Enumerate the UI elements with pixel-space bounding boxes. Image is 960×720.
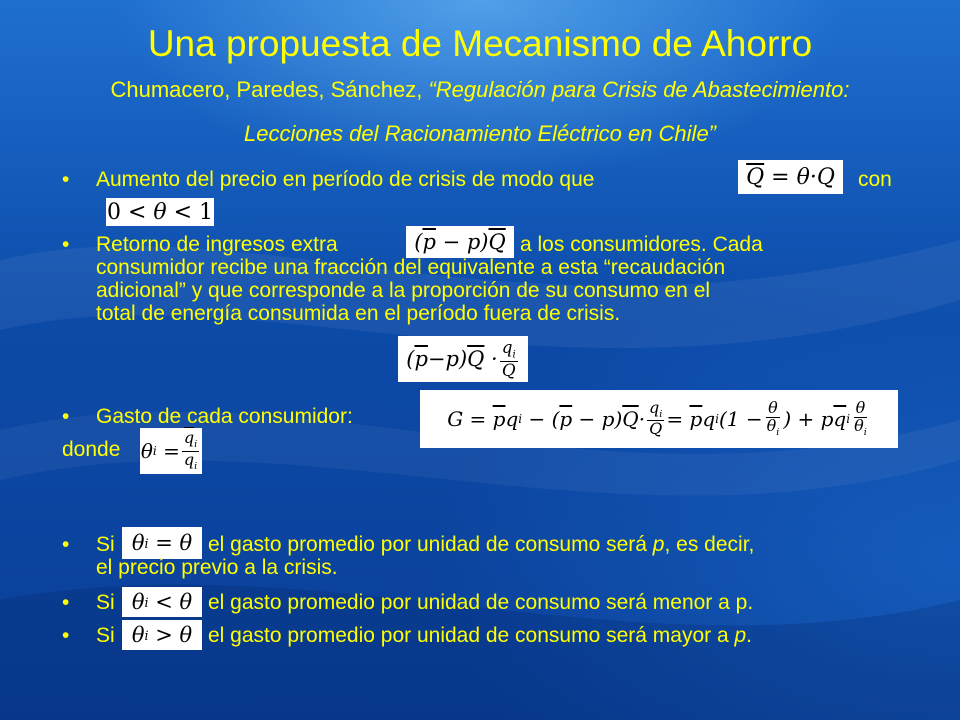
formula-cond-eq: θ i = θ	[122, 527, 202, 559]
donde-text: donde	[62, 438, 121, 461]
si1-line2: el precio previo a la crisis.	[96, 556, 338, 579]
si-label: Si	[96, 591, 115, 614]
formula-extra-revenue: ( $\overline{p}$ − p) $\overline{Q}$	[406, 226, 514, 258]
bullet-marker: •	[62, 168, 70, 191]
si-label: Si	[96, 533, 115, 556]
si1-line1: el gasto promedio por unidad de consumo será p, es decir,	[208, 533, 755, 556]
bullet-marker: •	[62, 624, 70, 647]
formula-theta-i: θ i = $\frac{\overline{q}_i}{q_i}$	[140, 428, 202, 474]
si-label: Si	[96, 624, 115, 647]
slide-subtitle	[80, 68, 880, 156]
slide-title: Una propuesta de Mecanismo de Ahorro	[147, 23, 813, 64]
si3-p: p	[734, 624, 747, 647]
formula-cond-lt: θ i < θ	[122, 587, 202, 617]
formula-gasto: G = $\overline{p}$ q i − ( $\overline{p}$ − p) $\overline{Q}$ · $\frac{q_i}{Q}$ = $\overline{p}$ q i (1 − $\frac{\theta}{\theta_i}$ ) + p $\overline{q}$ i $\frac{\theta}{\theta_i}$	[420, 390, 898, 448]
bullet-marker: •	[62, 591, 70, 614]
aumento-text: Aumento del precio en período de crisis de modo que	[96, 168, 595, 191]
gasto-text: Gasto de cada consumidor:	[96, 405, 353, 428]
retorno-line3: adicional” y que corresponde a la proporción de su consumo en el	[96, 279, 711, 302]
formula-theta-range: 0 < θ < 1	[106, 199, 214, 225]
subtitle-authors: Chumacero, Paredes, Sánchez,	[110, 77, 429, 102]
retorno-line2: consumidor recibe una fracción del equivalente a esta “recaudación	[96, 256, 726, 279]
si3-text: el gasto promedio por unidad de consumo será mayor a p.	[208, 624, 753, 647]
formula-qbar: $\overline{Q}$ = θ·Q	[738, 160, 843, 194]
bullet-marker: •	[62, 233, 70, 256]
retorno-line1-b: a los consumidores. Cada	[520, 233, 763, 256]
subtitle-citation: “Regulación para Crisis de Abastecimiento: Lecciones del Racionamiento Eléctrico en Chile”	[243, 77, 850, 146]
bullet-marker: •	[62, 405, 70, 428]
retorno-line1-a: Retorno de ingresos extra	[96, 233, 338, 256]
bullet-marker: •	[62, 533, 70, 556]
aumento-con: con	[858, 168, 892, 191]
formula-cond-gt: θ i > θ	[122, 620, 202, 650]
retorno-line4: total de energía consumida en el período fuera de crisis.	[96, 302, 621, 325]
formula-share: ( $\overline{p}$ −p) $\overline{Q}$ · $\frac{q_i}{Q}$	[398, 336, 528, 382]
si1-p: p	[652, 533, 665, 556]
si2-text: el gasto promedio por unidad de consumo será menor a p.	[208, 591, 754, 614]
